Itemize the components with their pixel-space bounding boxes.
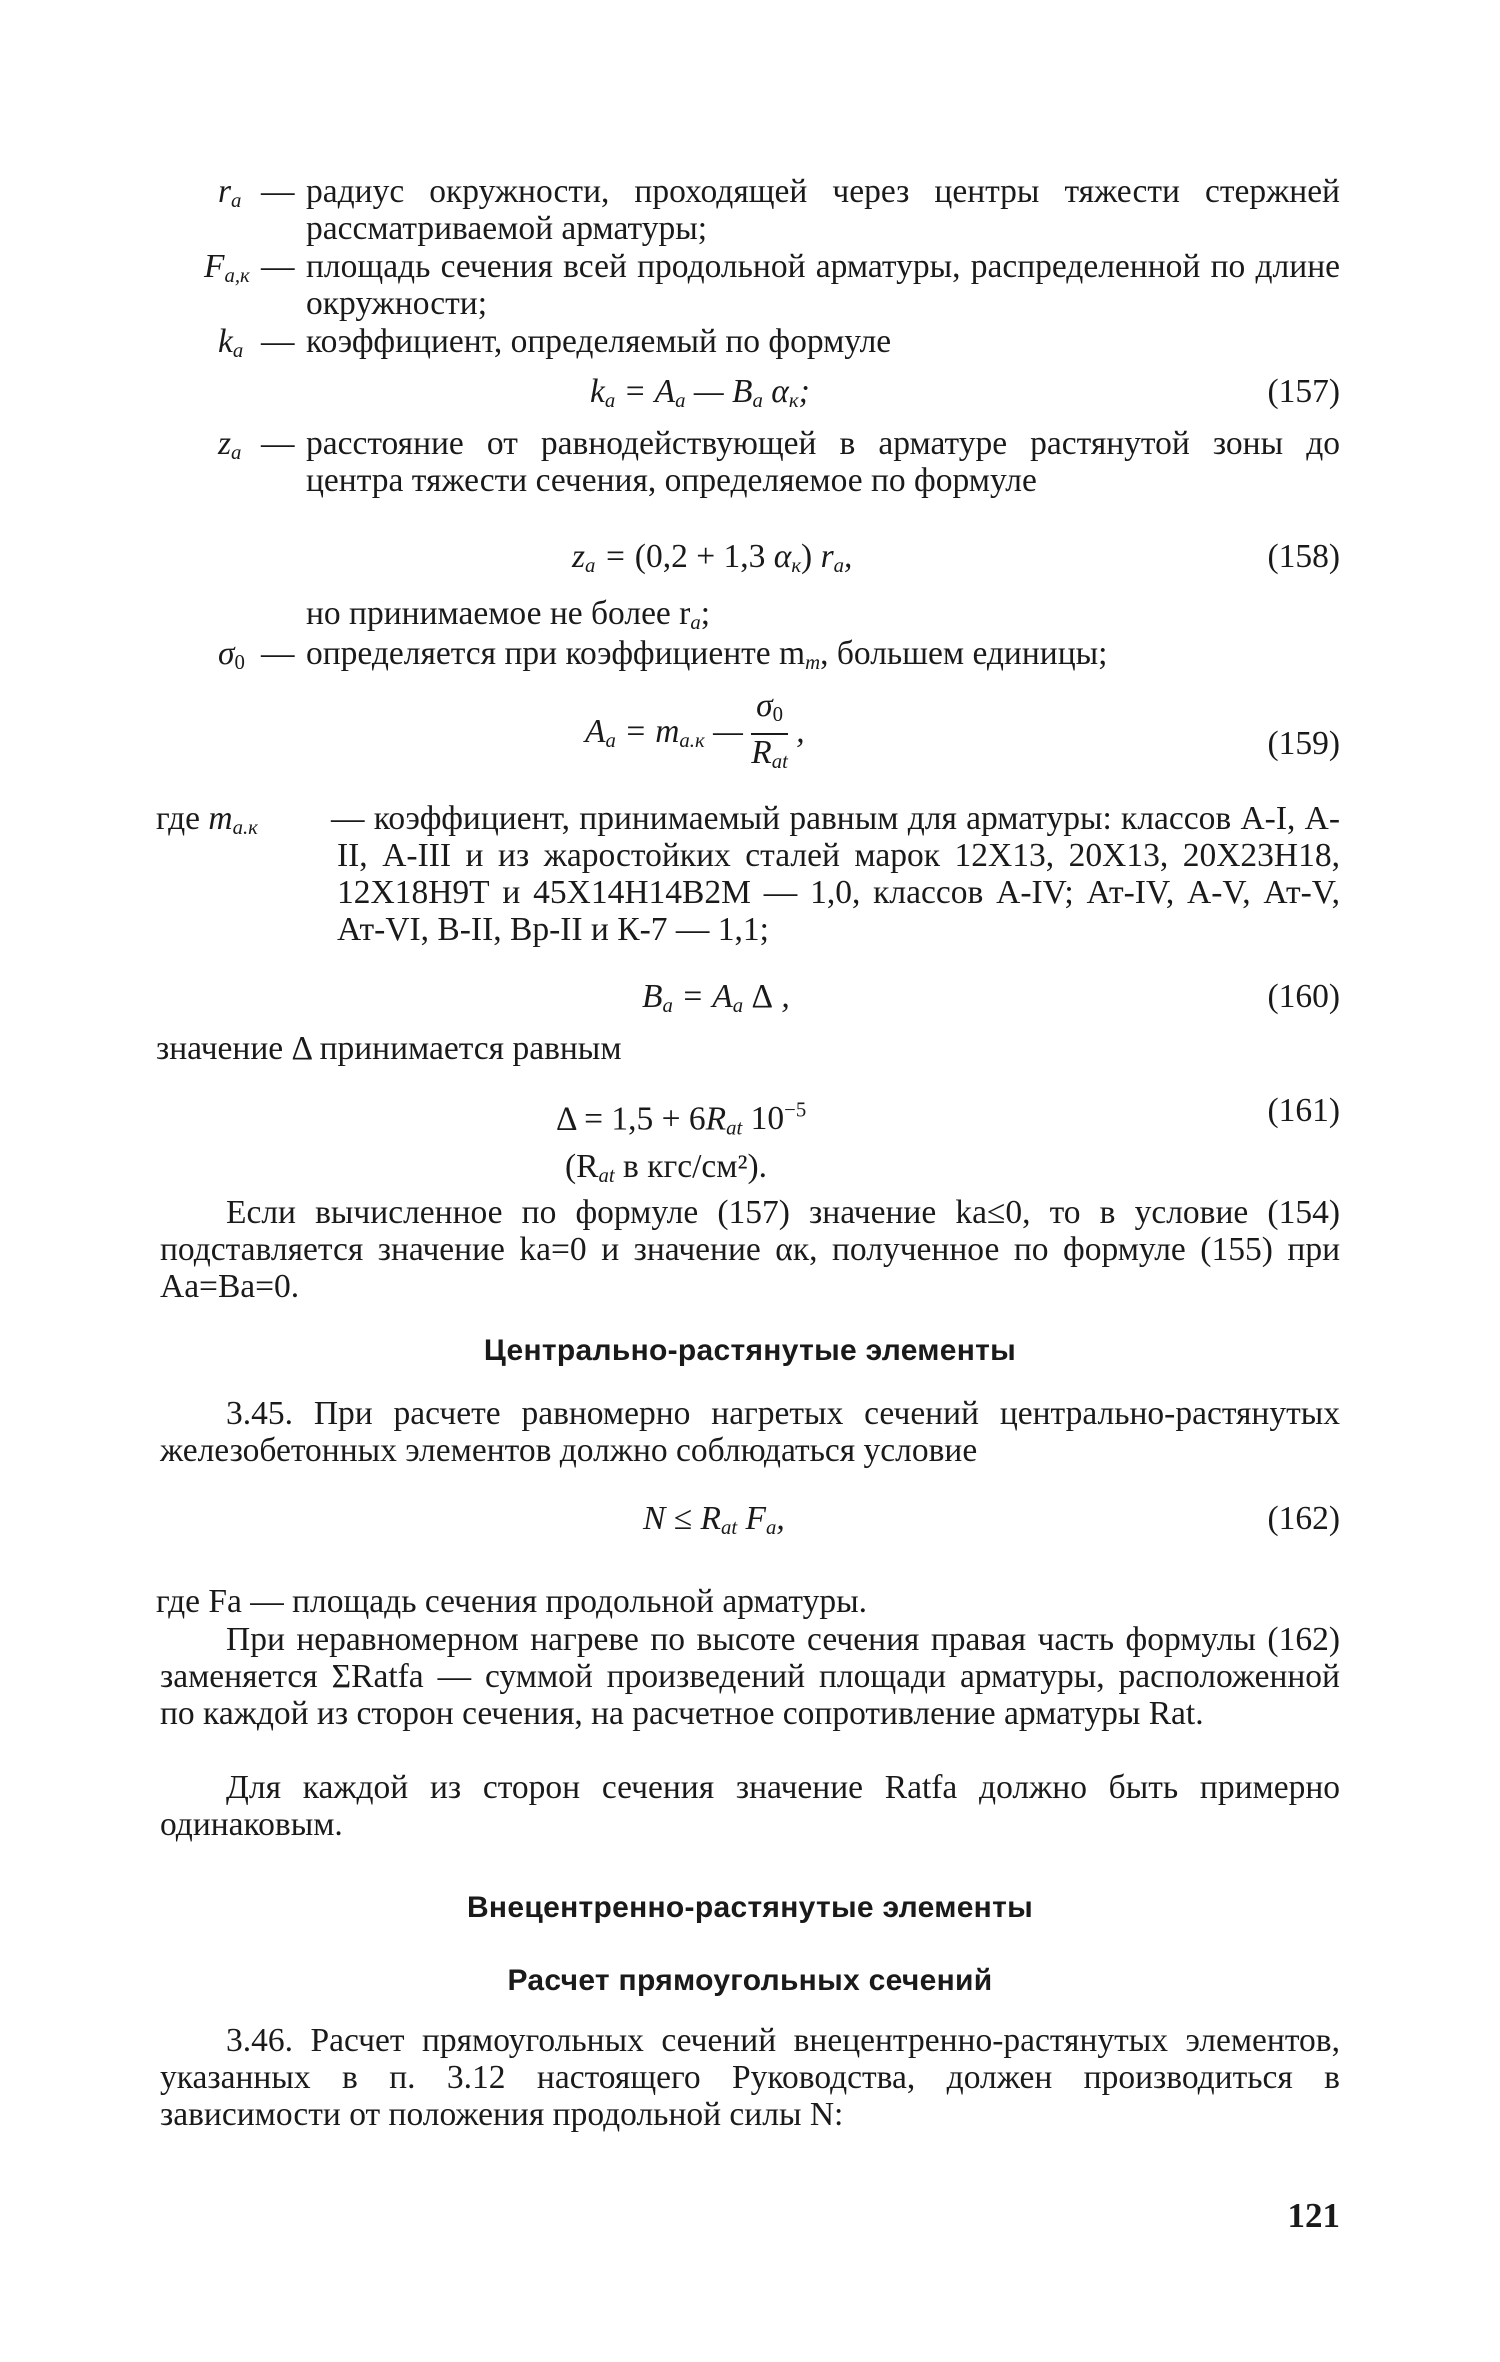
definition-r-a: радиус окружности, проходящей через центры тяжести стержней рассматриваемой арматуры; — [306, 173, 1340, 247]
dash: — — [261, 248, 295, 285]
equation-number-162: (162) — [1267, 1500, 1340, 1537]
where-m-ak-text: — коэффициент, принимаемый равным для арматуры: классов А-I, А-II, А-III и из жаростойких сталей марок 12Х13, 20Х13, 20Х23Н18, 12Х18Н9Т и 45Х14Н14В2М — 1,0, классов А-IV; Ат-IV, А-V, Ат-V, Ат-VI, В-II, Вр-II и К-7 — 1,1; — [331, 800, 1340, 948]
paragraph-3-46: 3.46. Расчет прямоугольных сечений внецентренно-растянутых элементов, указанных в п. 3.12 настоящего Руководства, должен производиться в зависимости от положения продольной силы N: — [160, 2022, 1340, 2133]
symbol-k-a: $k_а$ — [218, 323, 244, 363]
symbol-z-a: $z_а$ — [218, 425, 242, 465]
equation-160: $B_а = A_а$ Δ , — [642, 978, 790, 1018]
where-fa: где Fа — площадь сечения продольной арматуры. — [156, 1583, 867, 1620]
equation-158: $z_а = (0,2 + 1,3$ $\alpha_к$) $r_а$, — [572, 538, 853, 578]
equation-number-159: (159) — [1267, 725, 1340, 762]
definition-z-a: расстояние от равнодействующей в арматуре растянутой зоны до центра тяжести сечения, определяемое по формуле — [306, 425, 1340, 499]
equation-number-158: (158) — [1267, 538, 1340, 575]
heading-rectangular-sections: Расчет прямоугольных сечений — [507, 1964, 993, 1997]
note-not-more-than: но принимаемое не более $r_а$; — [306, 595, 711, 635]
paragraph-uneven-heating: При неравномерном нагреве по высоте сечения правая часть формулы (162) заменяется ΣRatfа — суммой произведений площади арматуры, расположенной по каждой из сторон сечения, на расчетное сопротивление арматуры Rat. — [160, 1621, 1340, 1732]
equation-number-161: (161) — [1267, 1092, 1340, 1129]
dash: — — [261, 635, 295, 672]
definition-k-a: коэффициент, определяемый по формуле — [306, 323, 892, 360]
where-m-ak-lead: где $m_{а.к}$ — [156, 800, 258, 840]
definition-F-ak: площадь сечения всей продольной арматуры, распределенной по длине окружности; — [306, 248, 1340, 322]
dash: — — [261, 425, 295, 462]
symbol-F-ak: $F_{а,к}$ — [204, 248, 250, 288]
equation-159: $A_а = m_{а.к}$ — $\frac{\sigma_0}{R_{at}}$ , — [585, 687, 805, 774]
heading-central-tension: Центрально-растянутые элементы — [483, 1334, 1017, 1367]
equation-number-160: (160) — [1267, 978, 1340, 1015]
heading-eccentric-tension: Внецентренно-растянутые элементы — [466, 1891, 1034, 1924]
delta-intro: значение Δ принимается равным — [156, 1030, 622, 1067]
units-note: ($R_{at}$ в кгс/см²). — [565, 1148, 768, 1188]
paragraph-3-45: 3.45. При расчете равномерно нагретых сечений центрально-растянутых железобетонных элементов должно соблюдаться условие — [160, 1395, 1340, 1469]
page-number: 121 — [1287, 2196, 1340, 2235]
dash: — — [261, 323, 295, 360]
paragraph-each-side: Для каждой из сторон сечения значение Ratfа должно быть примерно одинаковым. — [160, 1769, 1340, 1843]
equation-161: $\Delta = 1,5 + 6R_{at}$ $10^{-5}$ — [556, 1099, 807, 1140]
paragraph-if-ka: Если вычисленное по формуле (157) значение kа≤0, то в условие (154) подставляется значение kа=0 и значение αк, полученное по формуле (155) при Aа=Bа=0. — [160, 1194, 1340, 1305]
equation-number-157: (157) — [1267, 373, 1340, 410]
definition-sigma-0: определяется при коэффициенте $m_т$, большем единицы; — [306, 635, 1108, 675]
dash: — — [261, 173, 295, 210]
equation-162: $N \le R_{at}$ $F_а$, — [643, 1500, 785, 1540]
symbol-r-a: $r_а$ — [218, 173, 242, 213]
equation-157: $k_а = A_а$ — $B_а$ $\alpha_к$; — [590, 373, 810, 413]
symbol-sigma-0: $\sigma_0$ — [218, 635, 245, 675]
